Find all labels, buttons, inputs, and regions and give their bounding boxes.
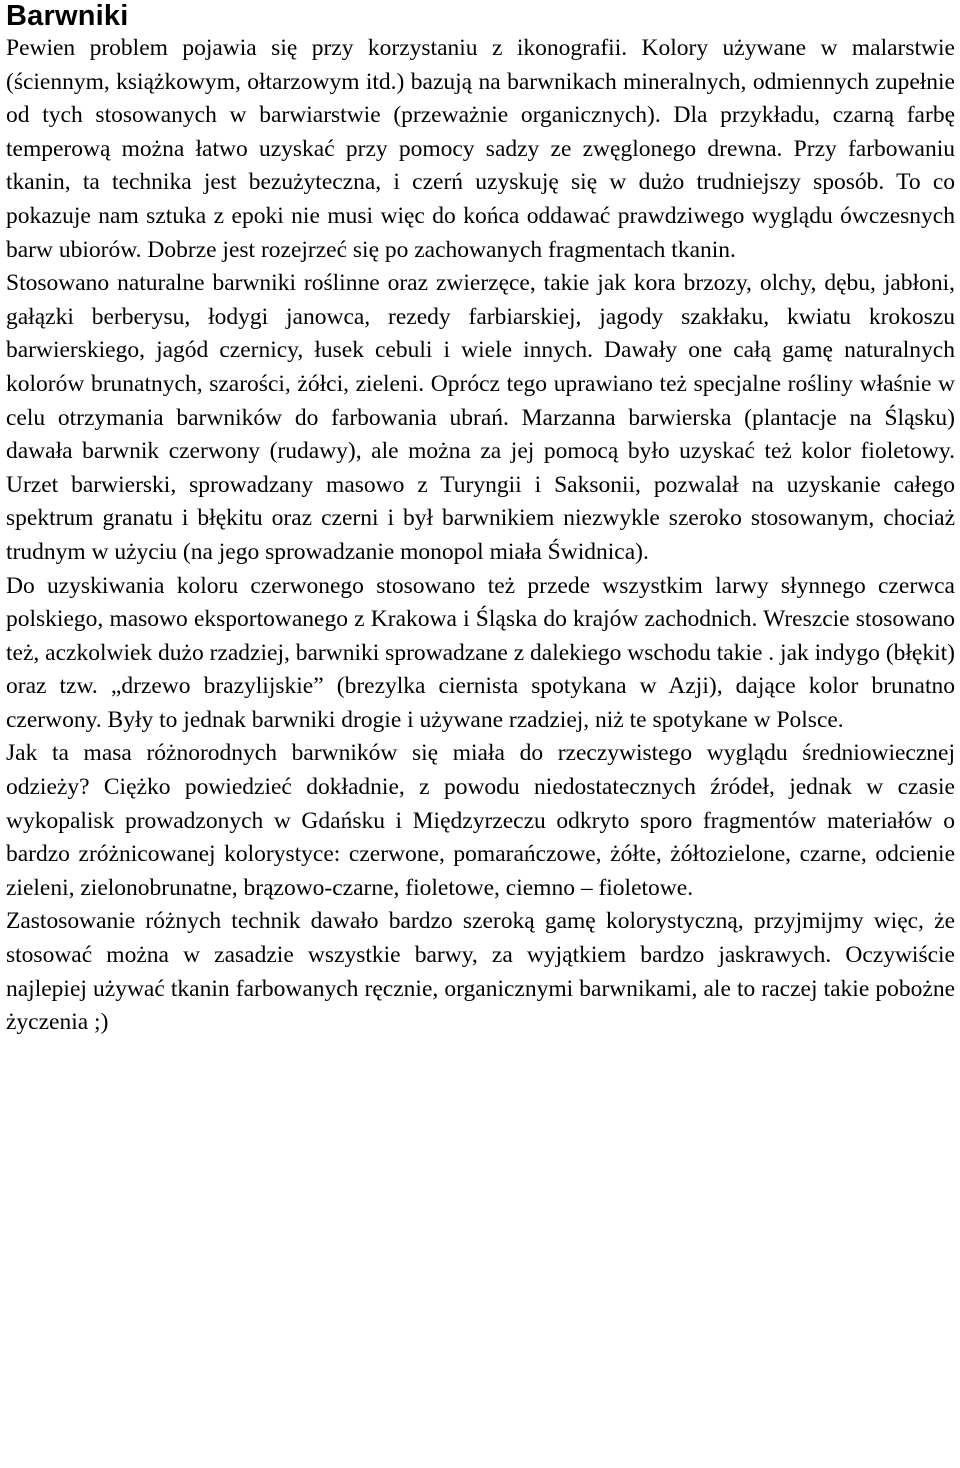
document-title: Barwniki	[6, 0, 129, 32]
paragraph-conclusion: Zastosowanie różnych technik dawało bardzo szeroką gamę kolorystyczną, przyjmijmy więc, że stosować można w zasadzie wszystkie barwy, za wyjątkiem bardzo jaskrawych. Oczywiście najlepiej używać tkanin farbowanych ręcznie, organicznymi barwnikami, ale to raczej takie pobożne życzenia ;)	[6, 908, 955, 1036]
paragraph-red-dyes: Do uzyskiwania koloru czerwonego stosowano też przede wszystkim larwy słynnego czerwca polskiego, masowo eksportowanego z Krakowa i Śląska do krajów zachodnich. Wreszcie stosowano też, aczkolwiek dużo rzadziej, barwniki sprowadzane z dalekiego wschodu takie . jak indygo (błękit) oraz tzw. „drzewo brazylijskie” (brezylka ciernista spotykana w Azji), dające kolor brunatno czerwony. Były to jednak barwniki drogie i używane rzadziej, niż te spotykane w Polsce.	[6, 572, 955, 733]
document-page	[6, 0, 955, 1040]
paragraph-natural-dyes: Stosowano naturalne barwniki roślinne oraz zwierzęce, takie jak kora brzozy, olchy, dębu, jabłoni, gałązki berberysu, łodygi janowca, rezedy farbiarskiej, jagody szakłaku, kwiatu krokoszu barwierskiego, jagód czernicy, łusek cebuli i wiele innych. Dawały one całą gamę naturalnych kolorów brunatnych, szarości, żółci, zieleni. Oprócz tego uprawiano też specjalne rośliny właśnie w celu otrzymania barwników do farbowania ubrań. Marzanna barwierska (plantacje na Śląsku) dawała barwnik czerwony (rudawy), ale można za jej pomocą było uzyskać też kolor fioletowy. Urzet barwierski, sprowadzany masowo z Turyngii i Saksonii, pozwalał na uzyskanie całego spektrum granatu i błękitu oraz czerni i był barwnikiem niezwykle szeroko stosowanym, chociaż trudnym w użyciu (na jego sprowadzanie monopol miała Świdnica).	[6, 270, 955, 565]
paragraph-pigments-problem: Pewien problem pojawia się przy korzystaniu z ikonografii. Kolory używane w malarstwie (ściennym, książkowym, ołtarzowym itd.) bazują na barwnikach mineralnych, odmiennych zupełnie od tych stosowanych w barwiarstwie (przeważnie organicznych). Dla przykładu, czarną farbę temperową można łatwo uzyskać przy pomocy sadzy ze zwęglonego drewna. Przy farbowaniu tkanin, ta technika jest bezużyteczna, i czerń uzyskuję się w dużo trudniejszy sposób. To co pokazuje nam sztuka z epoki nie musi więc do końca oddawać prawdziwego wyglądu ówczesnych barw ubiorów. Dobrze jest rozejrzeć się po zachowanych fragmentach tkanin.	[6, 35, 955, 263]
paragraph-archaeological-finds: Jak ta masa różnorodnych barwników się miała do rzeczywistego wyglądu średniowiecznej odzieży? Ciężko powiedzieć dokładnie, z powodu niedostatecznych źródeł, jednak w czasie wykopalisk prowadzonych w Gdańsku i Międzyrzeczu odkryto sporo fragmentów materiałów o bardzo zróżnicowanej kolorystyce: czerwone, pomarańczowe, żółte, żółtozielone, czarne, odcienie zieleni, zielonobrunatne, brązowo-czarne, fioletowe, ciemno – fioletowe.	[6, 740, 955, 901]
